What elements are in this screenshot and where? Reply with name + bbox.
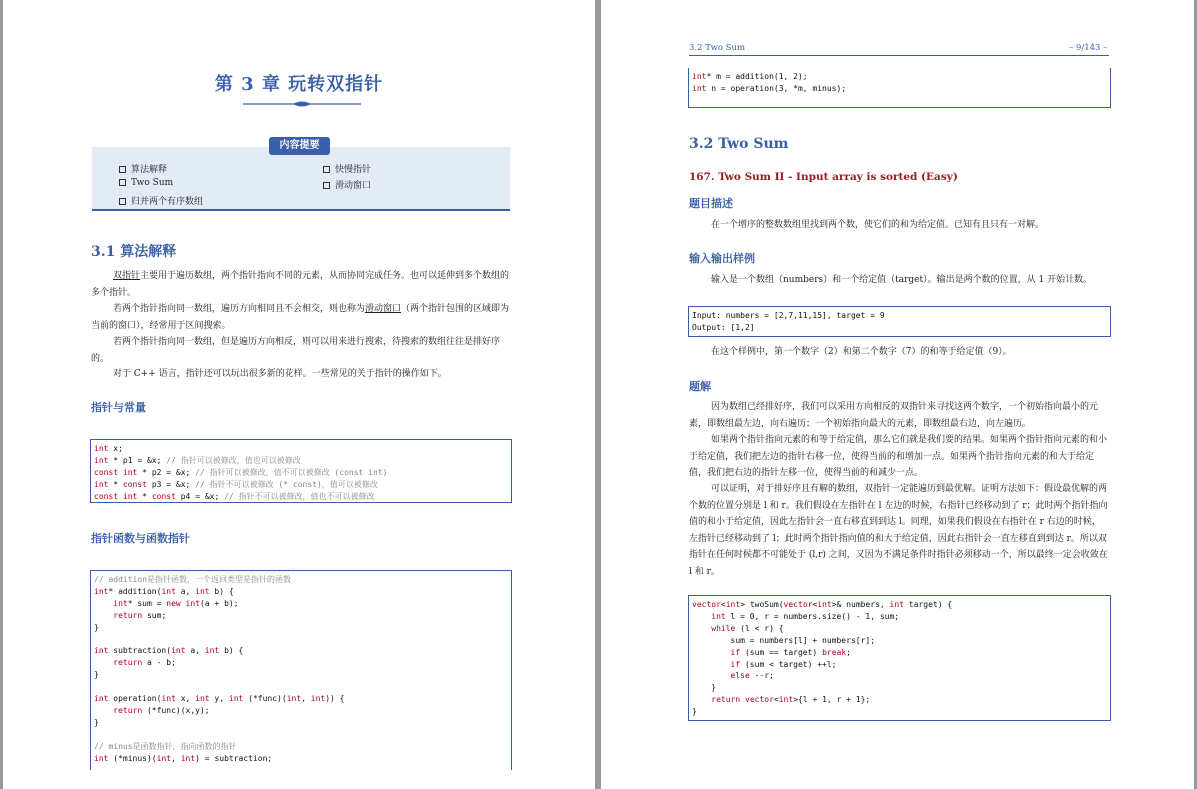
code-line: int operation(int x, int y, int (*func)(int, int)) { [94, 694, 345, 704]
paragraph: 因为数组已经排好序，我们可以采用方向相反的双指针来寻找这两个数字，一个初始指向最小的元素，即数组最左边，向右遍历；一个初始指向最大的元素，即数组最右边，向左遍历。 [689, 402, 1099, 429]
paragraph: 对于 C++ 语言，指针还可以玩出很多新的花样。一些常见的关于指针的操作如下。 [113, 369, 447, 379]
code-line: int x; [94, 444, 123, 453]
paragraph: 双指针主要用于遍历数组，两个指针指向不同的元素，从而协同完成任务。也可以延伸到多个数组的多个指针。 [91, 271, 510, 298]
code-line: } [692, 683, 717, 693]
subsection-title: 题解 [689, 380, 711, 393]
summary-item: 滑动窗口 [323, 178, 371, 191]
code-line: int* sum = new int(a + b); [113, 598, 239, 608]
code-line: const int * const p4 = &x; // 指针不可以被修改，值也不可以被修改 [94, 491, 375, 501]
problem-title: 167. Two Sum II - Input array is sorted (Easy) [689, 171, 958, 183]
title-ornament [243, 100, 361, 108]
page-number: – 9/143 – [1069, 43, 1108, 53]
summary-item: 快慢指针 [323, 162, 371, 175]
chapter-title: 第 3 章 玩转双指针 [214, 74, 384, 95]
subsection-title: 指针函数与函数指针 [91, 532, 190, 545]
page-left [3, 0, 595, 789]
code-line: return vector<int>{l + 1, r + 1}; [711, 695, 871, 705]
code-line: return sum; [113, 610, 167, 620]
term-link[interactable]: 双指针 [113, 271, 141, 281]
code-line [94, 729, 508, 741]
paragraph: 若两个指针指向同一数组，遍历方向相同且不会相交，则也称为滑动窗口（两个指针包围的区域即为当前的窗口），经常用于区间搜索。 [91, 304, 510, 331]
subsection-title: 输入输出样例 [689, 252, 755, 265]
code-line: int* addition(int a, int b) { [94, 586, 234, 596]
code-line: // minus是函数指针，指向函数的指针 [94, 741, 237, 751]
code-block [688, 68, 1111, 108]
paragraph: 如果两个指针指向元素的和等于给定值，那么它们就是我们要的结果。如果两个指针指向元素的和小于给定值，我们把左边的指针右移一位，使得当前的和增加一点。如果两个指针指向元素的和大于给定值，我们把右边的指针左移一位，使得当前的和减少一点。 [689, 435, 1108, 478]
checkbox-icon [119, 166, 126, 173]
code-line [94, 681, 508, 693]
code-line: if (sum < target) ++l; [730, 659, 837, 669]
summary-item: 算法解释 [119, 162, 167, 175]
checkbox-icon [323, 182, 330, 189]
code-line: if (sum == target) break; [730, 647, 851, 657]
code-line: return a - b; [113, 658, 176, 668]
code-line: return (*func)(x,y); [113, 705, 210, 715]
code-line: int subtraction(int a, int b) { [94, 646, 244, 656]
code-line: sum = numbers[l] + numbers[r]; [692, 635, 876, 645]
code-line: Output: [1,2] [692, 322, 755, 332]
subsection-title: 指针与常量 [91, 401, 146, 414]
running-header-left: 3.2 Two Sum [689, 43, 746, 53]
section-title: 3.1 算法解释 [91, 244, 177, 260]
summary-label: 内容提要 [269, 137, 330, 155]
subsection-title: 题目描述 [689, 197, 733, 210]
code-line: } [692, 707, 697, 717]
code-line: vector<int> twoSum(vector<int>& numbers, int target) { [692, 600, 953, 609]
paragraph: 若两个指针指向同一数组，但是遍历方向相反，则可以用来进行搜索，待搜索的数组往往是排好序的。 [91, 337, 501, 364]
paragraph: 输入是一个数组（numbers）和一个给定值（target）。输出是两个数的位置，从 1 开始计数。 [711, 275, 1093, 285]
summary-item: Two Sum [119, 178, 173, 188]
code-block [90, 570, 512, 770]
code-line: int (*minus)(int, int) = subtraction; [94, 753, 273, 763]
code-line: int l = 0, r = numbers.size() - 1, sum; [711, 611, 900, 621]
section-title: 3.2 Two Sum [689, 136, 789, 152]
header-rule [689, 55, 1109, 56]
paragraph: 在这个样例中，第一个数字（2）和第二个数字（7）的和等于给定值（9）。 [711, 347, 1012, 357]
term-link[interactable]: 滑动窗口 [365, 304, 402, 314]
code-line: // addition是指针函数，一个返回类型是指针的函数 [94, 575, 291, 584]
code-line: else --r; [730, 671, 774, 681]
code-line: Input: numbers = [2,7,11,15], target = 9 [692, 311, 885, 320]
code-line: int* m = addition(1, 2); [692, 72, 808, 81]
paragraph: 可以证明，对于排好序且有解的数组，双指针一定能遍历到最优解。证明方法如下：假设最优解的两个数的位置分别是 l 和 r。我们假设在左指针在 l 左边的时候，右指针已经移动到了 r；此时两个指针指向值的和小于给定值，因此左指针会一直右移直到到达 l。同理，如果我们假设在右指针在 r 右边的时候，左指针已经移动到了 l；此时两个指针指向值的和大于给定值，因此右指针会一直左移直到到达 r。所以双指针在任何时候都不可能处于 (l,r) 之间，又因为不满足条件时指针必须移动一个，所以最终一定会收敛在 l 和 r。 [689, 484, 1108, 577]
checkbox-icon [119, 198, 126, 205]
code-line: } [94, 670, 99, 680]
code-line: const int * p2 = &x; // 指针可以被修改，值不可以被修改 (const int) [94, 467, 388, 477]
paragraph: 在一个增序的整数数组里找到两个数，使它们的和为给定值。已知有且只有一对解。 [711, 220, 1045, 230]
code-block [90, 439, 512, 503]
code-line [94, 634, 508, 646]
summary-item: 归并两个有序数组 [119, 194, 203, 207]
code-line: int * p1 = &x; // 指针可以被修改，值也可以被修改 [94, 455, 301, 465]
code-block [688, 306, 1111, 337]
checkbox-icon [323, 166, 330, 173]
code-line: } [94, 622, 99, 632]
checkbox-icon [119, 179, 126, 186]
page-right [601, 0, 1194, 789]
code-block [688, 595, 1111, 721]
code-line: int n = operation(3, *m, minus); [692, 83, 847, 93]
code-line: while (l < r) { [711, 623, 784, 633]
code-line: int * const p3 = &x; // 指针不可以被修改 (* const)，值可以被修改 [94, 479, 378, 489]
code-line: } [94, 717, 99, 727]
